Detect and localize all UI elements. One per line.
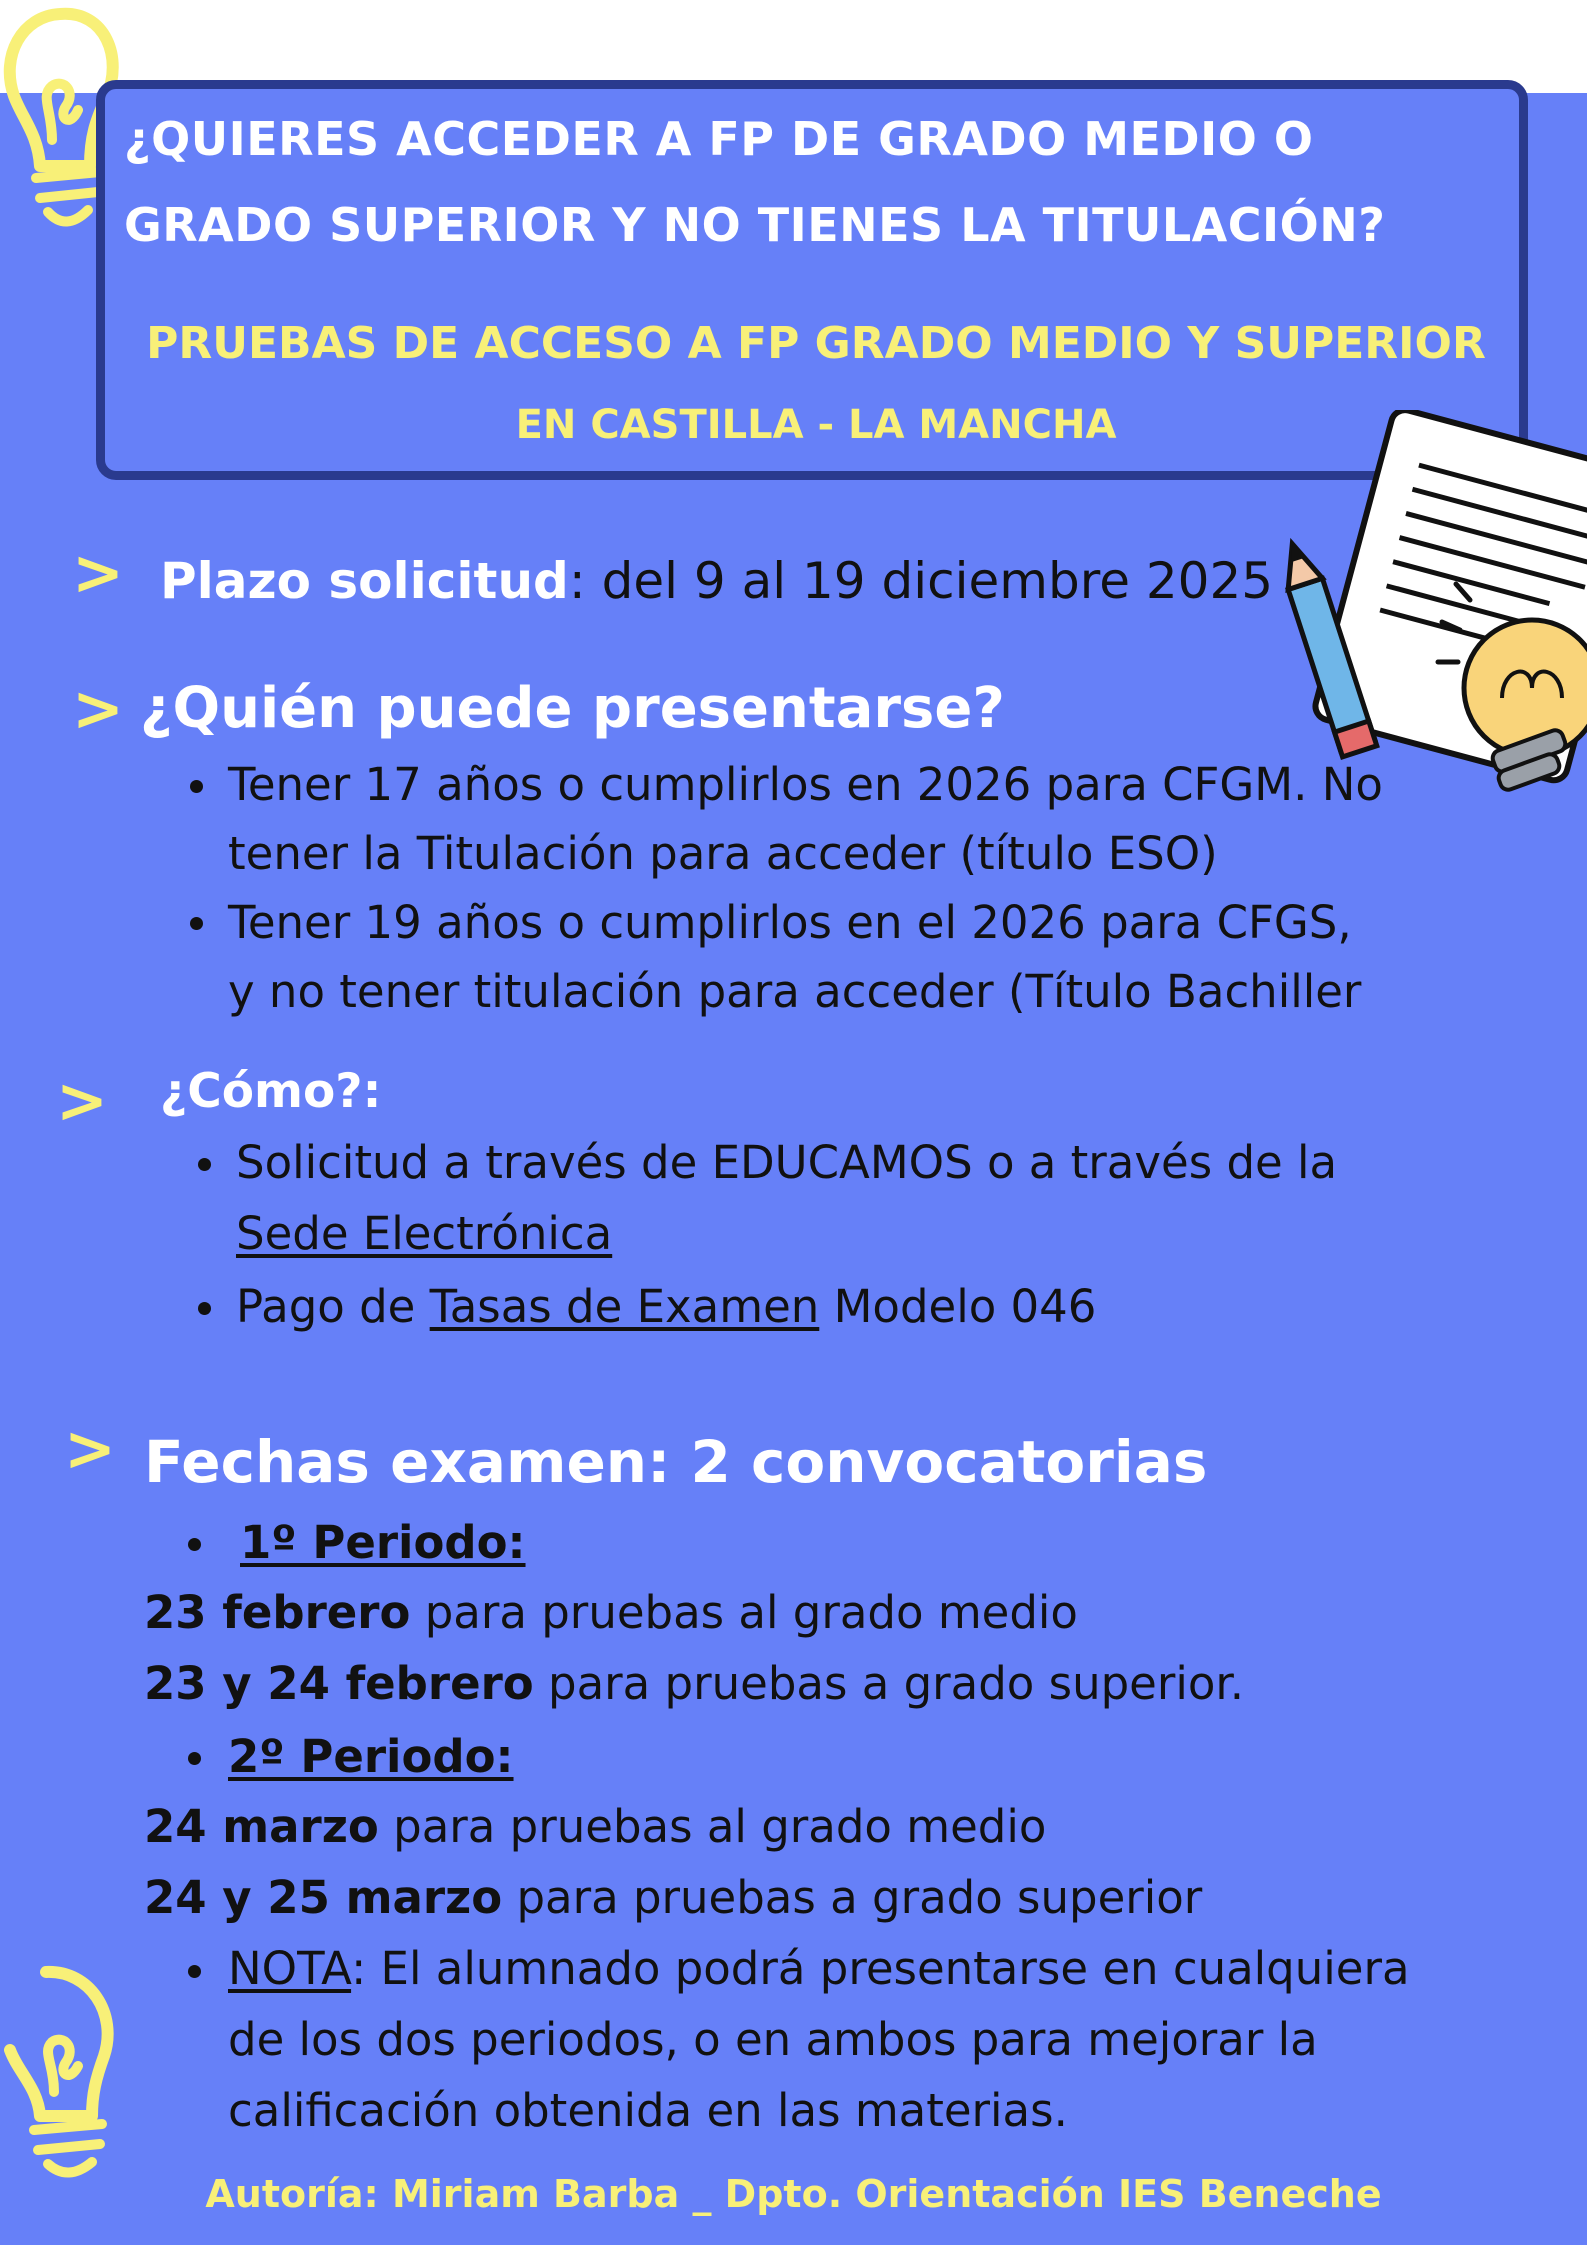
p1-desc-2: para pruebas a grado superior.: [533, 1657, 1245, 1710]
bullet-icon: [198, 1158, 211, 1171]
nota-line-3: calificación obtenida en las materias.: [228, 2084, 1068, 2137]
plazo-line: [160, 552, 1273, 610]
como-item-2: [236, 1280, 1096, 1333]
p1-line-2: [144, 1657, 1244, 1710]
quien-heading: ¿Quién puede presentarse?: [140, 676, 1005, 741]
p2-date-2: 24 y 25 marzo: [144, 1871, 503, 1924]
title-line-1: ¿QUIERES ACCEDER A FP DE GRADO MEDIO O: [124, 112, 1314, 166]
quien-item-2-line-2: y no tener titulación para acceder (Título Bachiller: [228, 965, 1362, 1018]
title-line-2: GRADO SUPERIOR Y NO TIENES LA TITULACIÓN?: [124, 198, 1386, 252]
p1-desc-1: para pruebas al grado medio: [410, 1586, 1078, 1639]
bullet-icon: [188, 1752, 201, 1765]
tasas-examen-link[interactable]: Tasas de Examen: [429, 1280, 820, 1333]
como-heading: ¿Cómo?:: [160, 1064, 382, 1119]
plazo-label: Plazo solicitud: [160, 552, 569, 610]
quien-item-1-line-1: Tener 17 años o cumplirlos en 2026 para CFGM. No: [228, 758, 1383, 811]
bullet-icon: [198, 1302, 211, 1315]
bullet-icon: [190, 780, 203, 793]
nota-line-2: de los dos periodos, o en ambos para mejorar la: [228, 2013, 1318, 2066]
quien-item-2-line-1: Tener 19 años o cumplirlos en el 2026 para CFGS,: [228, 896, 1352, 949]
quien-item-1-line-2: tener la Titulación para acceder (título ESO): [228, 827, 1218, 880]
subtitle-line-2: EN CASTILLA - LA MANCHA: [515, 402, 1117, 448]
como-item-2-prefix: Pago de: [236, 1280, 430, 1333]
arrow-icon: >: [72, 536, 124, 609]
como-item-2-suffix: Modelo 046: [819, 1280, 1097, 1333]
como-item-1-line-1: Solicitud a través de EDUCAMOS o a través de la: [236, 1136, 1338, 1189]
fechas-heading: Fechas examen: 2 convocatorias: [144, 1428, 1208, 1496]
p2-line-2: [144, 1871, 1202, 1924]
bullet-icon: [188, 1965, 201, 1978]
p2-line-1: [144, 1800, 1046, 1853]
lightbulb-icon: [0, 1960, 130, 2190]
subtitle-line-1: PRUEBAS DE ACCESO A FP GRADO MEDIO Y SUPERIOR: [146, 318, 1486, 369]
arrow-icon: >: [64, 1412, 116, 1485]
nota-text-1: : El alumnado podrá presentarse en cualquiera: [351, 1942, 1410, 1995]
p1-date-2: 23 y 24 febrero: [144, 1657, 534, 1710]
arrow-icon: >: [72, 672, 124, 745]
plazo-value: : del 9 al 19 diciembre 2025: [568, 552, 1274, 610]
nota-line-1: [228, 1942, 1410, 1995]
bullet-icon: [190, 917, 203, 930]
p2-desc-2: para pruebas a grado superior: [502, 1871, 1203, 1924]
sede-electronica-link[interactable]: Sede Electrónica: [236, 1207, 613, 1260]
p1-date-1: 23 febrero: [144, 1586, 411, 1639]
p2-date-1: 24 marzo: [144, 1800, 379, 1853]
periodo-1-label: 1º Periodo:: [240, 1516, 526, 1569]
bullet-icon: [188, 1538, 201, 1551]
periodo-2-label: 2º Periodo:: [228, 1730, 514, 1783]
p2-desc-1: para pruebas al grado medio: [378, 1800, 1047, 1853]
p1-line-1: [144, 1586, 1078, 1639]
nota-label: NOTA: [228, 1942, 352, 1995]
author-footer: Autoría: Miriam Barba _ Dpto. Orientación IES Beneche: [205, 2172, 1382, 2216]
arrow-icon: >: [56, 1064, 108, 1137]
